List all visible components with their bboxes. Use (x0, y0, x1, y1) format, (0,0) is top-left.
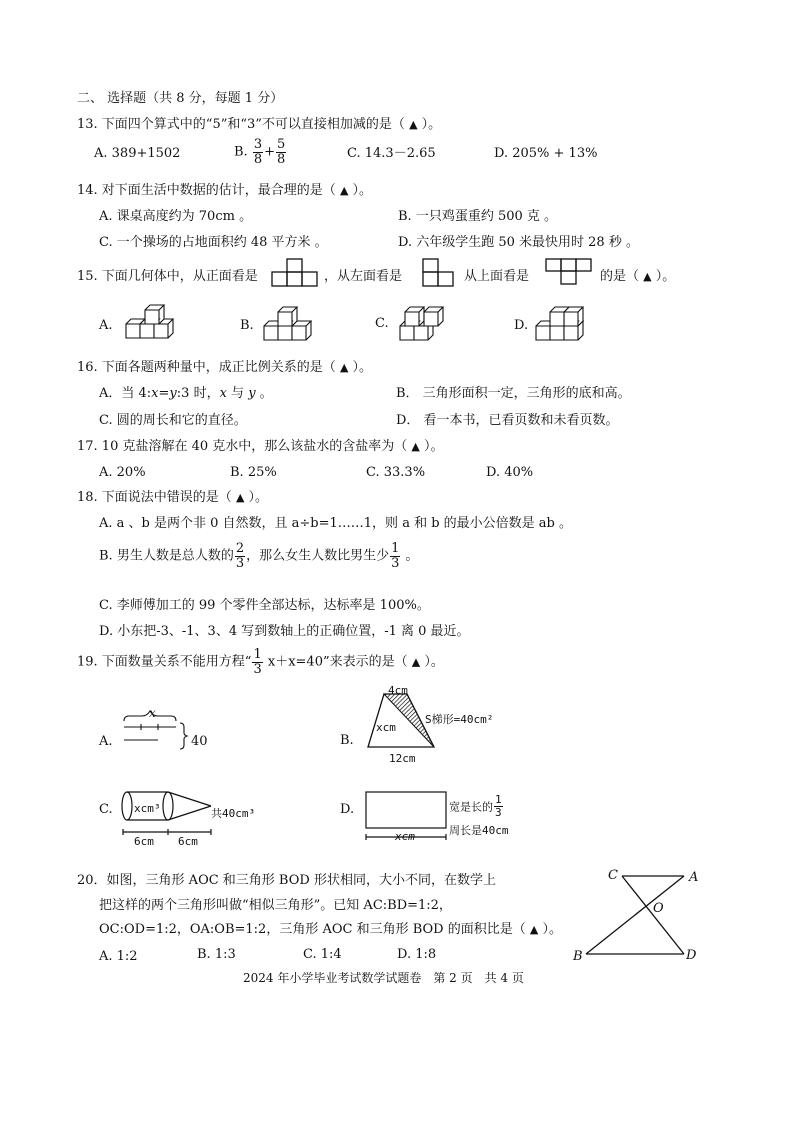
plus-sign: + (264, 144, 276, 160)
text: :3 时， (176, 386, 220, 401)
fraction (276, 138, 286, 167)
q15-stem-p4: 的是（ (600, 269, 644, 284)
text: 宽是长的 (449, 800, 493, 814)
fraction (253, 138, 263, 167)
var-x: x (151, 386, 159, 401)
q18-stem (77, 490, 268, 506)
text: B. 男生人数是总人数的 (99, 548, 234, 564)
answer-mark: ▲ (409, 118, 418, 131)
q18-option-c: C. 李师傅加工的 99 个零件全部达标，达标率是 100%。 (99, 598, 430, 613)
fraction (252, 648, 262, 677)
numerator: 1 (495, 793, 502, 806)
denominator: 3 (391, 556, 400, 571)
q16-stem-pre: 16. 下面各题两种量中，成正比例关系的是（ (77, 360, 340, 375)
q15-option-a-cubes (124, 302, 180, 344)
trapezoid-area-label: S梯形=40cm² (425, 713, 494, 726)
q19-option-d-label: D. (340, 802, 355, 817)
text: ）。 (420, 654, 444, 670)
denominator: 8 (253, 152, 263, 167)
q20-line2: 把这样的两个三角形叫做“相似三角形”。已知 AC:BD=1:2， (99, 898, 452, 913)
text: x＋x=40”来表示的是（ (263, 654, 412, 670)
q16-option-c: C. 圆的周长和它的直径。 (99, 413, 247, 428)
q17-option-a: A. 20% (99, 465, 146, 480)
cone-length-label: 6cm (178, 835, 198, 848)
numerator: 1 (391, 541, 400, 556)
q18-stem-post: ）。 (244, 490, 269, 505)
q15-option-a-label: A. (99, 318, 113, 333)
q19-option-c-label: C. (99, 802, 113, 817)
q15-stem-p5: ）。 (651, 269, 676, 284)
fraction (390, 542, 400, 571)
answer-mark: ▲ (411, 655, 421, 669)
q19-a-40: 40 (191, 734, 208, 749)
text: 19. 下面数量关系不能用方程“ (77, 654, 252, 670)
answer-mark: ▲ (643, 270, 652, 283)
q17-option-b: B. 25% (230, 465, 277, 480)
answer-mark: ▲ (339, 184, 349, 197)
q20-option-b: B. 1:3 (197, 947, 236, 962)
similar-triangles-diagram (580, 866, 700, 962)
cylinder-length-label: 6cm (134, 835, 154, 848)
var-y: y (169, 386, 177, 401)
fraction (494, 794, 503, 819)
q13-stem (77, 117, 441, 133)
trapezoid-top-label: 4cm (388, 684, 408, 697)
text: 。 (401, 548, 419, 564)
q15-stem-part1: 15. 下面几何体中，从正面看是 (77, 269, 258, 284)
rectangle-perimeter-note: 周长是40cm (449, 824, 509, 837)
denominator: 3 (253, 662, 262, 677)
text: = (158, 386, 170, 401)
q19-stem (77, 648, 444, 677)
var-y: y (248, 386, 256, 401)
fraction (235, 542, 245, 571)
q15-stem-part2: ，从左面看是 (324, 269, 403, 284)
numerator: 1 (253, 647, 262, 662)
rectangle-length-label: xcm (395, 830, 415, 843)
q16-option-b: B． 三角形面积一定，三角形的底和高。 (396, 386, 631, 401)
text: ）。 (538, 922, 562, 937)
q14-option-a: A. 课桌高度约为 70cm 。 (99, 209, 253, 224)
q14-option-b: B. 一只鸡蛋重约 500 克 。 (398, 209, 558, 224)
q16-option-a (99, 386, 273, 402)
denominator: 3 (235, 556, 245, 571)
numerator: 5 (277, 137, 286, 152)
front-view-figure (271, 258, 321, 288)
q20-line1: 20．如图，三角形 AOC 和三角形 BOD 形状相同，大小不同，在数学上 (77, 873, 496, 888)
page-footer: 2024 年小学毕业考试数学试题卷 第 2 页 共 4 页 (243, 971, 524, 985)
q14-stem-post: ）。 (348, 183, 373, 198)
q20-option-d: D. 1:8 (397, 947, 437, 962)
q15-option-d-label: D. (514, 318, 529, 333)
q16-stem (77, 360, 372, 376)
q13-stem-pre: 13. 下面四个算式中的“5”和“3”不可以直接相加减的是（ (77, 117, 410, 132)
q15-option-d-cubes (534, 300, 590, 346)
q15-option-b-label: B. (240, 318, 254, 333)
text: ，那么女生人数比男生少 (246, 548, 390, 564)
point-o-label: O (653, 901, 664, 916)
q13-option-b (234, 138, 287, 167)
q14-stem-pre: 14. 对下面生活中数据的估计，最合理的是（ (77, 183, 340, 198)
q18-option-d: D. 小东把-3、-1、3、4 写到数轴上的正确位置，-1 离 0 最近。 (99, 624, 470, 639)
text: OC:OD=1:2，OA:OB=1:2，三角形 AOC 和三角形 BOD 的面积比是（ (99, 922, 530, 937)
q13-option-c: C. 14.3－2.65 (347, 146, 436, 161)
q16-stem-post: ）。 (348, 360, 373, 375)
q20-line3 (99, 922, 562, 938)
point-d-label: D (686, 948, 697, 963)
q17-stem (77, 439, 444, 455)
rectangle-width-note (449, 794, 504, 819)
q17-stem-post: ）。 (419, 439, 444, 454)
q18-option-b (99, 542, 419, 571)
q13-option-d: D. 205% + 13% (494, 146, 598, 161)
point-a-label: A (689, 870, 699, 885)
q14-stem (77, 183, 372, 199)
q20-option-a: A. 1:2 (99, 949, 138, 964)
answer-mark: ▲ (235, 491, 245, 504)
q17-option-d: D. 40% (486, 465, 534, 480)
section-title: 二、 选择题（共 8 分，每题 1 分） (77, 91, 284, 106)
q15-stem-end (600, 269, 675, 285)
cylinder-volume-label: xcm³ (134, 802, 161, 815)
answer-mark: ▲ (339, 361, 349, 374)
q14-option-c: C. 一个操场的占地面积约 48 平方米 。 (99, 235, 328, 250)
point-b-label: B (573, 949, 583, 964)
total-volume-label: 共40cm³ (211, 807, 256, 820)
q15-option-b-cubes (262, 300, 318, 346)
denominator: 8 (277, 152, 286, 167)
q15-stem-part3: 从上面看是 (464, 269, 530, 284)
q19-a-x: x (149, 706, 156, 720)
point-c-label: C (608, 868, 618, 883)
q17-stem-pre: 17. 10 克盐溶解在 40 克水中，那么该盐水的含盐率为（ (77, 439, 412, 454)
q13-stem-post: ）。 (417, 117, 442, 132)
q15-option-c-label: C. (375, 316, 389, 331)
q13-option-a: A. 389+1502 (94, 146, 181, 161)
q17-option-c: C. 33.3% (366, 465, 426, 480)
left-view-figure (422, 258, 456, 288)
numerator: 2 (235, 541, 245, 556)
q18-option-a: A. a 、b 是两个非 0 自然数，且 a÷b=1……1，则 a 和 b 的最小公倍数是 ab 。 (99, 516, 572, 531)
denominator: 3 (495, 806, 502, 819)
q15-option-c-cubes (398, 298, 454, 346)
q18-stem-pre: 18. 下面说法中错误的是（ (77, 490, 236, 505)
text: A．当 4: (99, 386, 152, 401)
numerator: 3 (253, 137, 263, 152)
answer-mark: ▲ (411, 440, 420, 453)
q20-option-c: C. 1:4 (303, 947, 342, 962)
q19-option-a-label: A. (99, 734, 113, 749)
top-view-figure (545, 258, 595, 294)
answer-mark: ▲ (529, 923, 539, 936)
trapezoid-bottom-label: 12cm (389, 752, 416, 765)
q16-option-d: D． 看一本书，已看页数和未看页数。 (396, 413, 619, 428)
q14-option-d: D. 六年级学生跑 50 米最快用时 28 秒 。 (398, 235, 639, 250)
q19-option-b-label: B. (340, 733, 354, 748)
text: 。 (255, 386, 273, 401)
var-x: x (219, 386, 227, 401)
trapezoid-side-label: xcm (376, 721, 396, 734)
q13-b-label: B. (234, 144, 248, 160)
text: 与 (226, 386, 249, 401)
